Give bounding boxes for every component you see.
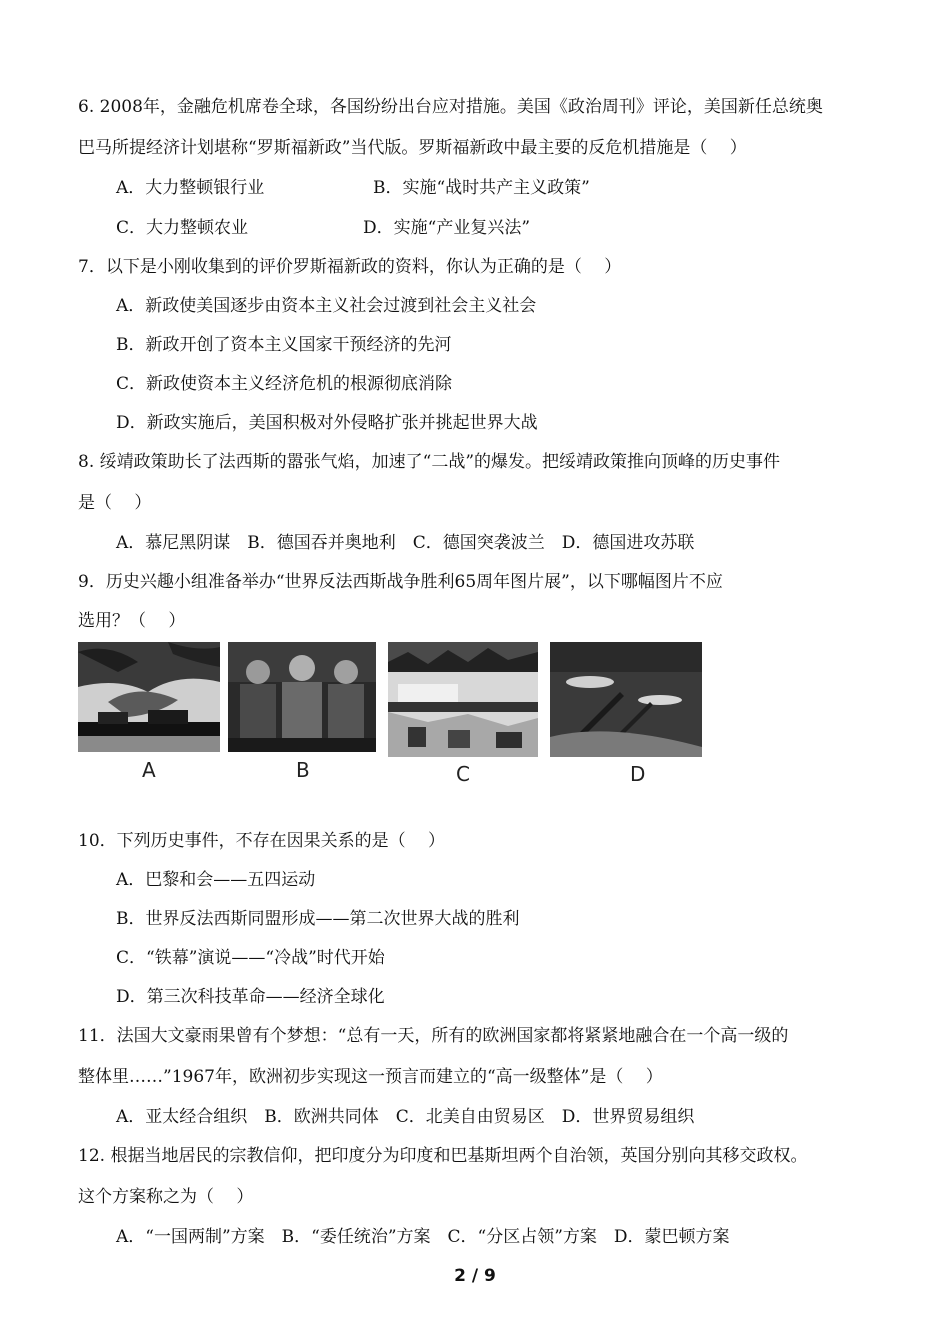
q6-options-row1 [116,173,590,198]
q7-option-c: C．新政使资本主义经济危机的根源彻底消除 [116,374,453,394]
q7-option-a: A．新政使美国逐步由资本主义社会过渡到社会主义社会 [116,296,537,316]
q6-option-c: C．大力整顿农业 [116,218,249,238]
q7-option-d: D．新政实施后，美国积极对外侵略扩张并挑起世界大战 [116,413,538,433]
q12-line1: 12. 根据当地居民的宗教信仰，把印度分为印度和巴基斯坦两个自治领，英国分别向其移交政权。 [78,1146,808,1166]
q10-stem: 10．下列历史事件，不存在因果关系的是（ ） [78,831,446,851]
q11-line1: 11．法国大文豪雨果曾有个梦想：“总有一天，所有的欧洲国家都将紧紧地融合在一个高一级的 [78,1026,789,1046]
q9-photo-c [388,642,538,757]
q9-photo-a [78,642,220,752]
q6-option-b: B．实施“战时共产主义政策” [373,178,590,198]
q10-option-a: A．巴黎和会——五四运动 [116,870,316,890]
q6-line1: 6. 2008年，金融危机席卷全球，各国纷纷出台应对措施。美国《政治周刊》评论，美国新任总统奥 [78,97,823,117]
q12-line2: 这个方案称之为（ ） [78,1187,254,1207]
q9-photo-b [228,642,376,752]
q8-options: A．慕尼黑阴谋 B．德国吞并奥地利 C．德国突袭波兰 D．德国进攻苏联 [116,533,695,553]
q7-option-b: B．新政开创了资本主义国家干预经济的先河 [116,335,452,355]
q6-options-row2 [116,213,530,238]
q9-label-b: B [296,758,310,782]
q9-label-c: C [456,762,470,786]
q11-options: A．亚太经合组织 B．欧洲共同体 C．北美自由贸易区 D．世界贸易组织 [116,1107,695,1127]
page-number: 2 / 9 [454,1266,496,1286]
q9-photo-d [550,642,702,757]
q10-option-c: C．“铁幕”演说——“冷战”时代开始 [116,948,385,968]
q9-line2: 选用？（ ） [78,611,186,631]
q8-line1: 8. 绥靖政策助长了法西斯的嚣张气焰，加速了“二战”的爆发。把绥靖政策推向顶峰的历史事件 [78,452,781,472]
q6-option-d: D．实施“产业复兴法” [363,218,531,238]
q9-line1: 9．历史兴趣小组准备举办“世界反法西斯战争胜利65周年图片展”，以下哪幅图片不应 [78,572,723,592]
q6-option-a: A．大力整顿银行业 [116,178,265,198]
q9-label-d: D [630,762,646,786]
q9-label-a: A [142,758,156,782]
q10-option-d: D．第三次科技革命——经济全球化 [116,987,385,1007]
q11-line2: 整体里……”1967年，欧洲初步实现这一预言而建立的“高一级整体”是（ ） [78,1067,663,1087]
q8-line2: 是（ ） [78,493,152,513]
q10-option-b: B．世界反法西斯同盟形成——第二次世界大战的胜利 [116,909,520,929]
q12-options: A．“一国两制”方案 B．“委任统治”方案 C．“分区占领”方案 D．蒙巴顿方案 [116,1227,730,1247]
q6-line2: 巴马所提经济计划堪称“罗斯福新政”当代版。罗斯福新政中最主要的反危机措施是（ ） [78,138,747,158]
q7-stem: 7．以下是小刚收集到的评价罗斯福新政的资料，你认为正确的是（ ） [78,257,622,277]
